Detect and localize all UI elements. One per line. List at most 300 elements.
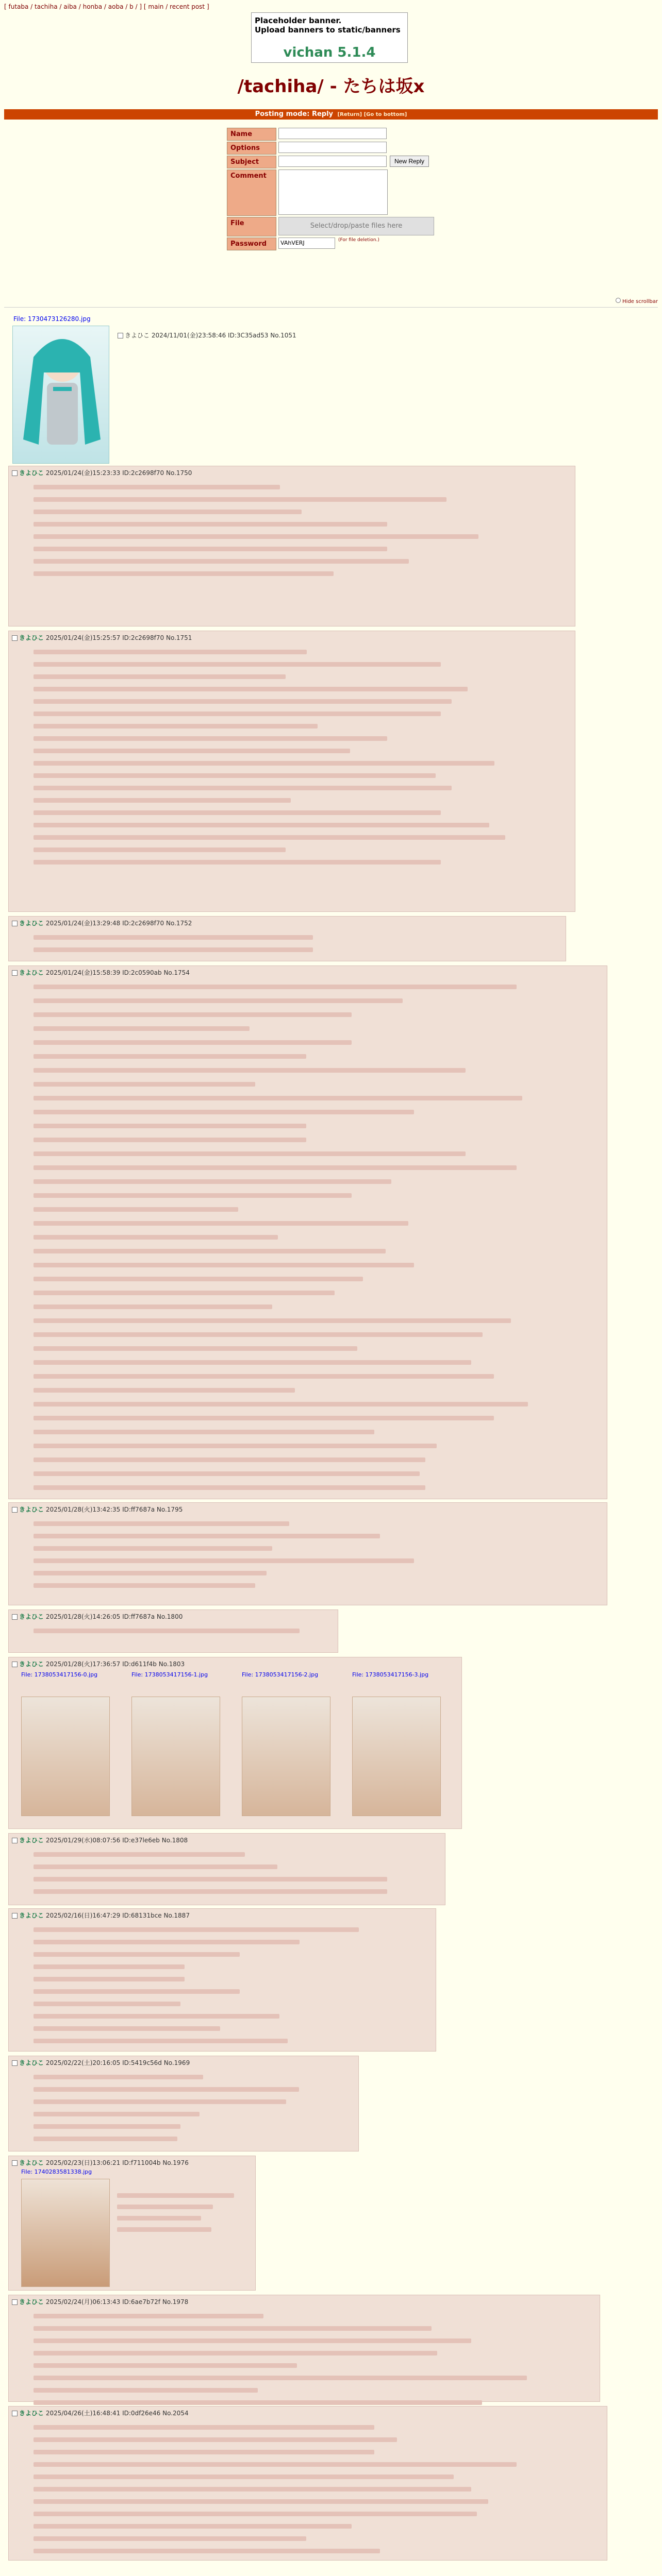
- post-line: [34, 493, 570, 505]
- post-info[interactable]: 2025/02/23(日)13:06:21 ID:f711004b No.1976: [45, 2159, 189, 2166]
- post-line: [34, 1467, 602, 1481]
- post-line: [34, 2446, 602, 2458]
- text-line: [34, 1546, 272, 1551]
- post-line: [34, 1245, 602, 1259]
- post-body: [34, 2071, 353, 2145]
- poster-name: きよひこ: [19, 469, 44, 477]
- post-line: [34, 2433, 602, 2446]
- image-thumbnail[interactable]: [242, 1697, 330, 1816]
- text-line: [34, 1402, 528, 1406]
- text-line: [34, 662, 441, 667]
- new-reply-button[interactable]: New Reply: [390, 156, 429, 167]
- text-line: [34, 1485, 425, 1490]
- text-line: [34, 2099, 286, 2104]
- image-thumbnail[interactable]: [21, 1697, 110, 1816]
- post-body: [34, 646, 570, 868]
- text-line: [34, 1927, 359, 1932]
- post-info[interactable]: 2025/01/24(金)15:58:39 ID:2c0590ab No.1754: [45, 969, 190, 976]
- text-line: [34, 1068, 466, 1073]
- text-line: [34, 1458, 425, 1462]
- text-line: [34, 935, 313, 940]
- gallery-item: [242, 1671, 340, 1816]
- text-line: [34, 786, 452, 790]
- post-line: [34, 1873, 440, 1885]
- post-line: [34, 1885, 440, 1897]
- text-line: [34, 724, 318, 728]
- reply-checkbox[interactable]: [12, 1614, 18, 1620]
- reply-checkbox[interactable]: [12, 921, 18, 926]
- reply-post: [8, 1908, 436, 2052]
- poster-name: きよひこ: [19, 1912, 44, 1919]
- post-form: [227, 128, 434, 251]
- op-thumbnail[interactable]: [12, 326, 109, 464]
- post-line: [34, 2132, 353, 2145]
- text-line: [34, 2026, 220, 2031]
- post-line: [34, 1960, 431, 1973]
- post-body: [34, 1624, 333, 1637]
- poster-name: きよひこ: [19, 1837, 44, 1844]
- post-body: [34, 2421, 602, 2557]
- post-body: [34, 1923, 431, 2047]
- post-line: [34, 1217, 602, 1231]
- text-line: [34, 1054, 306, 1059]
- text-line: [34, 699, 452, 704]
- password-label: Password: [227, 238, 276, 250]
- password-input[interactable]: VAhVERJ: [278, 238, 335, 249]
- file-label: File: [227, 217, 276, 236]
- text-line: [34, 749, 350, 753]
- gallery-item: [21, 1671, 119, 1816]
- text-line: [34, 2512, 477, 2516]
- post-line: [34, 567, 570, 580]
- board-title: /tachiha/ - たちは坂x: [237, 76, 425, 97]
- name-label: Name: [227, 128, 276, 141]
- reply-checkbox[interactable]: [12, 970, 18, 976]
- poster-name: きよひこ: [19, 1660, 44, 1668]
- post-line: [34, 1384, 602, 1398]
- options-label: Options: [227, 142, 276, 155]
- post-line: [34, 1133, 602, 1147]
- post-line: [34, 1328, 602, 1342]
- post-info[interactable]: 2025/01/24(金)13:29:48 ID:2c2698f70 No.1752: [45, 920, 192, 927]
- poster-name: きよひこ: [19, 2059, 44, 2066]
- post-line: [34, 670, 570, 683]
- post-line: [34, 819, 570, 831]
- post-line: [34, 2483, 602, 2495]
- text-line: [34, 2002, 180, 2006]
- text-line: [34, 522, 387, 527]
- post-line: [34, 1973, 431, 1985]
- text-line: [34, 1012, 352, 1017]
- reply-post: [8, 2056, 359, 2151]
- text-line: [34, 2549, 380, 2553]
- name-input[interactable]: [278, 128, 387, 139]
- post-line: [34, 530, 570, 543]
- post-line: [34, 843, 570, 856]
- post-line: [34, 2071, 353, 2083]
- post-line: [34, 1985, 431, 1997]
- password-hint: (For file deletion.): [338, 238, 379, 243]
- text-line: [34, 1207, 238, 1212]
- gallery-item: [352, 1671, 450, 1816]
- post-line: [34, 707, 570, 720]
- file-link[interactable]: File: 1738053417156-3.jpg: [352, 1671, 429, 1678]
- post-line: [34, 782, 570, 794]
- post-line: [34, 1481, 602, 1495]
- banner: [251, 12, 408, 63]
- image-gallery: [21, 1671, 456, 1820]
- text-line: [34, 1249, 386, 1253]
- text-line: [34, 1151, 466, 1156]
- post-body: [34, 1517, 602, 1591]
- reply-checkbox[interactable]: [12, 2299, 18, 2305]
- post-line: [34, 1356, 602, 1370]
- image-thumbnail[interactable]: [131, 1697, 220, 1816]
- text-line: [34, 2388, 258, 2393]
- text-line: [34, 687, 468, 691]
- post-line: [34, 1542, 602, 1554]
- post-line: [34, 1948, 431, 1960]
- poster-name: きよひこ: [19, 2159, 44, 2166]
- post-info[interactable]: 2025/02/22(土)20:16:05 ID:5419c56d No.1969: [45, 2059, 190, 2066]
- reply-checkbox[interactable]: [12, 2160, 18, 2166]
- reply-post: [8, 1502, 607, 1605]
- post-line: [34, 1579, 602, 1591]
- top-board-nav[interactable]: [ futaba / tachiha / aiba / honba / aoba / b / ] [ main / recent post ]: [4, 3, 209, 10]
- reply-checkbox[interactable]: [12, 1913, 18, 1919]
- post-line: [34, 2520, 602, 2532]
- op-checkbox[interactable]: [118, 333, 123, 338]
- text-line: [34, 1263, 414, 1267]
- reply-post: [8, 1609, 338, 1653]
- post-line: [34, 2108, 353, 2120]
- post-line: [34, 2384, 594, 2396]
- text-line: [34, 2338, 471, 2343]
- text-line: [34, 1583, 255, 1588]
- poster-name: きよひこ: [19, 920, 44, 927]
- text-line: [34, 2536, 306, 2541]
- post-line: [34, 1078, 602, 1092]
- post-line: [34, 831, 570, 843]
- banner-line-2: Upload banners to static/banners: [255, 25, 401, 35]
- text-line: [34, 2450, 374, 2454]
- reply-checkbox[interactable]: [12, 470, 18, 476]
- post-line: [34, 1064, 602, 1078]
- text-line: [34, 947, 313, 952]
- text-line: [34, 2075, 203, 2079]
- post-line: [34, 1624, 333, 1637]
- poster-name: きよひこ: [19, 634, 44, 641]
- text-line: [34, 1332, 483, 1337]
- poster-name: きよひこ: [19, 1506, 44, 1513]
- post-line: [34, 1036, 602, 1050]
- text-line: [34, 1388, 295, 1393]
- text-line: [34, 1534, 380, 1538]
- text-line: [34, 2124, 180, 2129]
- text-line: [34, 2462, 517, 2467]
- text-line: [34, 1304, 272, 1309]
- post-line: [34, 646, 570, 658]
- reply-post: [8, 1833, 445, 1905]
- post-line: [34, 1314, 602, 1328]
- post-line: [34, 2035, 431, 2047]
- post-line: [117, 2223, 250, 2234]
- post-line: [34, 2421, 602, 2433]
- post-line: [34, 2470, 602, 2483]
- text-line: [34, 2351, 437, 2355]
- text-line: [34, 1977, 185, 1981]
- post-line: [34, 518, 570, 530]
- post-info[interactable]: 2025/02/16(日)16:47:29 ID:68131bce No.1887: [45, 1912, 190, 1919]
- hide-scrollbar-label: Hide scrollbar: [622, 299, 658, 304]
- text-line: [34, 1952, 240, 1957]
- text-line: [34, 1165, 517, 1170]
- post-line: [34, 2022, 431, 2035]
- post-line: [34, 1175, 602, 1189]
- post-line: [34, 2120, 353, 2132]
- text-line: [34, 1629, 300, 1633]
- options-input[interactable]: [278, 142, 387, 153]
- text-line: [34, 1138, 306, 1142]
- text-line: [34, 823, 489, 827]
- post-info[interactable]: 2025/01/28(火)17:36:57 ID:d611f4b No.1803: [45, 1660, 185, 1668]
- text-line: [34, 2314, 263, 2318]
- poster-name: きよひこ: [19, 2410, 44, 2417]
- post-body: [34, 481, 570, 580]
- text-line: [34, 1430, 374, 1434]
- post-info[interactable]: 2025/04/26(土)16:48:41 ID:0df26e46 No.2054: [45, 2410, 189, 2417]
- text-line: [34, 2400, 482, 2405]
- text-line: [34, 1110, 414, 1114]
- text-line: [34, 1374, 494, 1379]
- text-line: [34, 1852, 245, 1857]
- return-link[interactable]: [Return] [Go to bottom]: [337, 112, 407, 117]
- text-line: [117, 2216, 201, 2221]
- file-link[interactable]: File: 1738053417156-2.jpg: [242, 1671, 319, 1678]
- post-line: [34, 1860, 440, 1873]
- text-line: [34, 1416, 494, 1420]
- reply-checkbox[interactable]: [12, 2411, 18, 2416]
- post-line: [34, 1848, 440, 1860]
- file-link[interactable]: File: 1738053417156-1.jpg: [131, 1671, 208, 1678]
- file-drop-zone[interactable]: Select/drop/paste files here: [278, 217, 434, 235]
- text-line: [34, 2499, 488, 2504]
- post-line: [34, 1923, 431, 1936]
- gallery-item: [131, 1671, 229, 1816]
- comment-textarea[interactable]: [278, 170, 388, 215]
- post-line: [34, 1370, 602, 1384]
- post-line: [34, 695, 570, 707]
- post-line: [34, 943, 560, 956]
- post-line: [117, 2200, 250, 2212]
- text-line: [34, 860, 441, 865]
- op-header-text: きよひこ 2024/11/01(金)23:58:46 ID:3C35ad53 No.1051: [125, 332, 296, 339]
- post-body: [117, 2189, 250, 2234]
- post-body: [34, 1848, 440, 1897]
- text-line: [34, 1889, 387, 1894]
- text-line: [34, 1964, 185, 1969]
- text-line: [34, 2137, 177, 2141]
- reply-post: [8, 2156, 256, 2291]
- text-line: [117, 2205, 213, 2209]
- op-file-info: [13, 315, 93, 323]
- post-line: [34, 1300, 602, 1314]
- post-line: [34, 980, 602, 994]
- post-body: [34, 931, 560, 956]
- text-line: [34, 1193, 352, 1198]
- post-line: [34, 2347, 594, 2359]
- post-line: [34, 2359, 594, 2371]
- text-line: [34, 1291, 335, 1295]
- post-line: [34, 757, 570, 769]
- posting-mode-label: Posting mode: Reply: [255, 110, 334, 118]
- post-line: [34, 2458, 602, 2470]
- post-line: [34, 1120, 602, 1133]
- divider: [4, 307, 658, 308]
- text-line: [34, 2376, 527, 2380]
- post-line: [34, 1426, 602, 1439]
- text-line: [34, 2112, 200, 2116]
- post-line: [34, 2371, 594, 2384]
- text-line: [34, 985, 517, 989]
- post-line: [117, 2212, 250, 2223]
- post-line: [34, 1203, 602, 1217]
- text-line: [34, 998, 403, 1003]
- text-line: [34, 711, 441, 716]
- text-line: [34, 1346, 357, 1351]
- reply-checkbox[interactable]: [12, 635, 18, 641]
- post-line: [34, 2083, 353, 2095]
- post-line: [34, 2322, 594, 2334]
- text-line: [34, 798, 291, 803]
- post-line: [34, 1997, 431, 2010]
- post-body: [34, 980, 602, 1495]
- text-line: [34, 773, 436, 778]
- reply-post: [8, 916, 566, 961]
- post-line: [34, 720, 570, 732]
- post-line: [34, 505, 570, 518]
- banner-text: [255, 16, 401, 35]
- banner-version: vichan 5.1.4: [283, 45, 376, 60]
- text-line: [34, 736, 387, 741]
- text-line: [34, 1360, 471, 1365]
- text-line: [34, 547, 387, 551]
- post-body: [34, 2310, 594, 2409]
- post-line: [34, 1147, 602, 1161]
- text-line: [34, 1571, 267, 1575]
- file-link[interactable]: File: 1738053417156-0.jpg: [21, 1671, 98, 1678]
- post-line: [34, 1050, 602, 1064]
- post-line: [34, 1161, 602, 1175]
- reply-checkbox[interactable]: [12, 1507, 18, 1513]
- reply-checkbox[interactable]: [12, 1662, 18, 1667]
- reply-post: [8, 2295, 600, 2402]
- text-line: [34, 571, 334, 576]
- post-line: [34, 1412, 602, 1426]
- text-line: [34, 1865, 277, 1869]
- text-line: [117, 2193, 234, 2198]
- subject-input[interactable]: [278, 156, 387, 167]
- text-line: [34, 1221, 408, 1226]
- post-info[interactable]: 2025/01/28(火)13:42:35 ID:ff7687a No.1795: [45, 1506, 183, 1513]
- file-link[interactable]: File: 1740283581338.jpg: [21, 2168, 92, 2175]
- text-line: [34, 810, 441, 815]
- text-line: [34, 2437, 397, 2442]
- image-thumbnail[interactable]: [21, 2179, 110, 2287]
- post-line: [34, 1530, 602, 1542]
- text-line: [117, 2227, 211, 2232]
- poster-name: きよひこ: [19, 1613, 44, 1620]
- text-line: [34, 2087, 299, 2092]
- hide-scrollbar-toggle[interactable]: [616, 298, 658, 304]
- text-line: [34, 1026, 250, 1031]
- op-file-link[interactable]: File: 1730473126280.jpg: [13, 315, 91, 323]
- post-line: [34, 806, 570, 819]
- reply-post: [8, 1657, 462, 1829]
- post-info[interactable]: 2025/01/29(水)08:07:56 ID:e37le6eb No.1808: [45, 1837, 188, 1844]
- text-line: [34, 2014, 279, 2019]
- poster-name: きよひこ: [19, 2298, 44, 2306]
- posting-mode-bar: [4, 109, 658, 120]
- image-thumbnail[interactable]: [352, 1697, 441, 1816]
- text-line: [34, 2524, 352, 2529]
- text-line: [34, 2039, 288, 2043]
- post-info[interactable]: 2025/01/24(金)15:23:33 ID:2c2698f70 No.1750: [45, 469, 192, 477]
- subject-label: Subject: [227, 156, 276, 168]
- post-line: [117, 2189, 250, 2200]
- text-line: [34, 1877, 387, 1882]
- text-line: [34, 497, 446, 502]
- post-line: [34, 1439, 602, 1453]
- text-line: [34, 485, 280, 489]
- post-line: [34, 481, 570, 493]
- reply-checkbox[interactable]: [12, 2060, 18, 2066]
- post-line: [34, 2532, 602, 2545]
- text-line: [34, 1040, 352, 1045]
- post-info[interactable]: 2025/02/24(月)06:13:43 ID:6ae7b72f No.1978: [45, 2298, 189, 2306]
- reply-post: [8, 631, 575, 912]
- op-image-art: [13, 326, 109, 463]
- post-line: [34, 1092, 602, 1106]
- reply-checkbox[interactable]: [12, 1838, 18, 1843]
- post-info[interactable]: 2025/01/28(火)14:26:05 ID:ff7687a No.1800: [45, 1613, 183, 1620]
- text-line: [34, 848, 286, 852]
- post-line: [34, 1008, 602, 1022]
- radio-icon: [616, 298, 621, 303]
- text-line: [34, 1277, 363, 1281]
- post-line: [34, 2310, 594, 2322]
- text-line: [34, 2475, 454, 2479]
- text-line: [34, 1989, 240, 1994]
- reply-post: [8, 2406, 607, 2561]
- post-line: [34, 555, 570, 567]
- reply-post: [8, 965, 607, 1499]
- post-line: [34, 794, 570, 806]
- text-line: [34, 510, 302, 514]
- text-line: [34, 650, 307, 654]
- post-line: [34, 744, 570, 757]
- text-line: [34, 835, 505, 840]
- banner-line-1: Placeholder banner.: [255, 16, 342, 25]
- post-line: [34, 856, 570, 868]
- text-line: [34, 761, 494, 766]
- post-line: [34, 2010, 431, 2022]
- post-line: [34, 1286, 602, 1300]
- text-line: [34, 1082, 255, 1087]
- post-line: [34, 1106, 602, 1120]
- post-line: [34, 1398, 602, 1412]
- post-info[interactable]: 2025/01/24(金)15:25:57 ID:2c2698f70 No.1751: [45, 634, 192, 641]
